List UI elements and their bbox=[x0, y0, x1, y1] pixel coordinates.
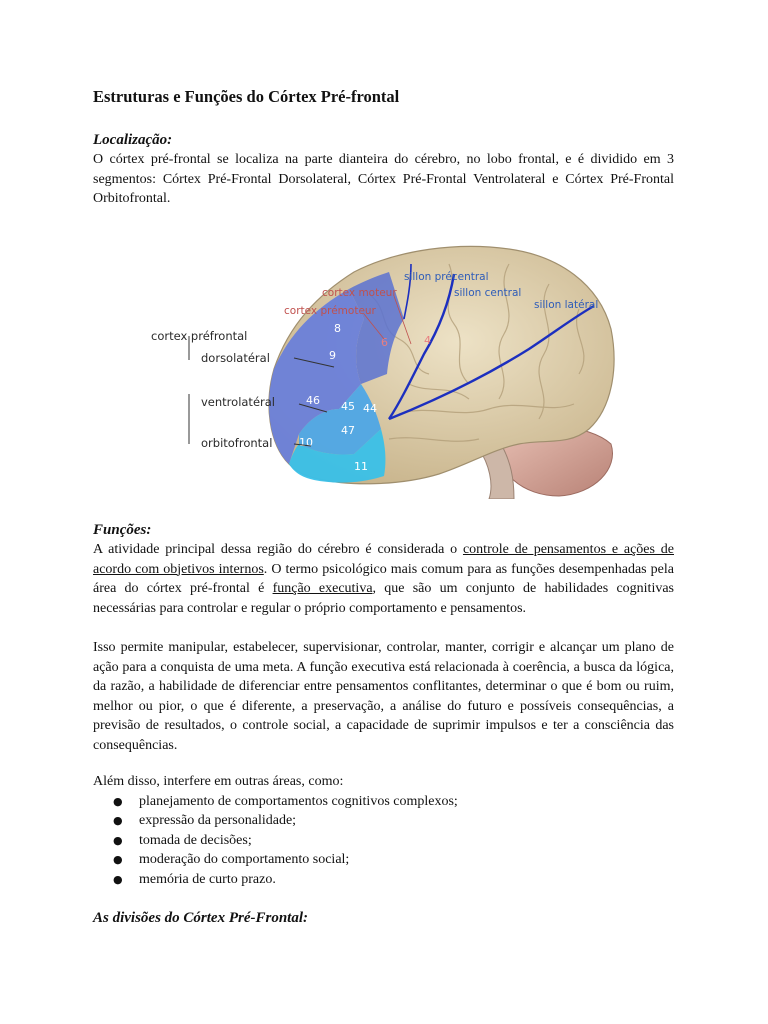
area-label: 4 bbox=[424, 334, 431, 347]
area-label: 11 bbox=[354, 460, 368, 473]
bullet-icon: ● bbox=[113, 872, 123, 886]
list-item-text: moderação do comportamento social; bbox=[139, 852, 350, 868]
area-label: 6 bbox=[381, 336, 388, 349]
link-controle-pensamentos[interactable]: controle de pensamentos e ações de acordo com objetivos internos bbox=[93, 542, 674, 577]
label-sillon-precentral: sillon précentral bbox=[404, 271, 489, 283]
label-sillon-central: sillon central bbox=[454, 287, 522, 299]
area-label: 47 bbox=[341, 424, 355, 437]
label-cortex-moteur: cortex moteur bbox=[322, 287, 397, 299]
section-heading-localizacao: Localização: bbox=[93, 132, 173, 148]
label-sillon-lateral: sillon latéral bbox=[534, 299, 599, 311]
link-funcao-executiva[interactable]: função executiva bbox=[272, 581, 373, 597]
label-ventrolateral: ventrolatéral bbox=[201, 395, 275, 409]
paragraph-funcoes-1 bbox=[93, 540, 674, 618]
label-cortex-premoteur: cortex prémoteur bbox=[284, 305, 376, 317]
text-span: A atividade principal dessa região do cérebro é considerada o bbox=[93, 542, 463, 557]
bullet-icon: ● bbox=[113, 814, 123, 828]
area-label: 44 bbox=[363, 402, 377, 415]
label-cortex-prefrontal: cortex préfrontal bbox=[151, 329, 248, 343]
list-item-text: planejamento de comportamentos cognitivos complexos; bbox=[139, 794, 458, 809]
list-item bbox=[113, 811, 458, 830]
bullet-icon: ● bbox=[113, 853, 123, 867]
brain-figure bbox=[149, 234, 619, 499]
list-item bbox=[113, 850, 458, 869]
area-label: 10 bbox=[299, 436, 313, 449]
section-heading-funcoes: Funções: bbox=[93, 522, 152, 538]
text-span: . O termo psicológico mais comum para as funções desempenhadas pela área do córtex pré-frontal é bbox=[93, 561, 674, 597]
bullet-icon: ● bbox=[113, 833, 123, 847]
area-label: 45 bbox=[341, 400, 355, 413]
document-page bbox=[93, 86, 674, 926]
document-title: Estruturas e Funções do Córtex Pré-frontal bbox=[93, 87, 400, 106]
list-item-text: expressão da personalidade; bbox=[139, 813, 297, 829]
bullet-icon: ● bbox=[113, 795, 123, 808]
area-label: 9 bbox=[329, 349, 336, 362]
list-item bbox=[113, 870, 458, 889]
area-label: 8 bbox=[334, 322, 341, 335]
list-item bbox=[113, 792, 458, 811]
text-span: , que são um conjunto de habilidades cognitivas necessárias para controlar e regular o próprio comportamento e pensamentos. bbox=[93, 581, 674, 616]
bullet-list bbox=[113, 792, 458, 889]
list-item-text: memória de curto prazo. bbox=[139, 871, 276, 887]
list-item bbox=[113, 831, 458, 850]
list-item-text: tomada de decisões; bbox=[139, 832, 252, 848]
paragraph-funcoes-2: Isso permite manipular, estabelecer, supervisionar, controlar, manter, corrigir e alcançar um plano de ação para a conquista de uma meta. A função executiva está relacionada à coerência, a busca da lógica, da razão, a habilidade de diferenciar entre pensamentos conflitantes, determinar o que é bom ou ruim, melhor ou pior, o que é diferente, a preservação, a análise do futuro e possíveis consequências, a previsão de resultados, o controle social, a capacidade de suprimir impulsos e ter a consciência das consequências. bbox=[93, 640, 674, 753]
label-dorsolateral: dorsolatéral bbox=[201, 351, 270, 365]
brain-diagram bbox=[149, 234, 619, 499]
section-heading-divisoes: As divisões do Córtex Pré-Frontal: bbox=[93, 910, 309, 926]
paragraph-alem-disso: Além disso, interfere em outras áreas, como: bbox=[93, 774, 344, 789]
area-label: 46 bbox=[306, 394, 320, 407]
label-orbitofrontal: orbitofrontal bbox=[201, 436, 273, 450]
paragraph-localizacao: O córtex pré-frontal se localiza na parte dianteira do cérebro, no lobo frontal, e é dividido em 3 segmentos: Córtex Pré-Frontal Dorsolateral, Córtex Pré-Frontal Ventrolateral e Córtex Pré-Frontal Orbitofrontal. bbox=[93, 152, 674, 207]
